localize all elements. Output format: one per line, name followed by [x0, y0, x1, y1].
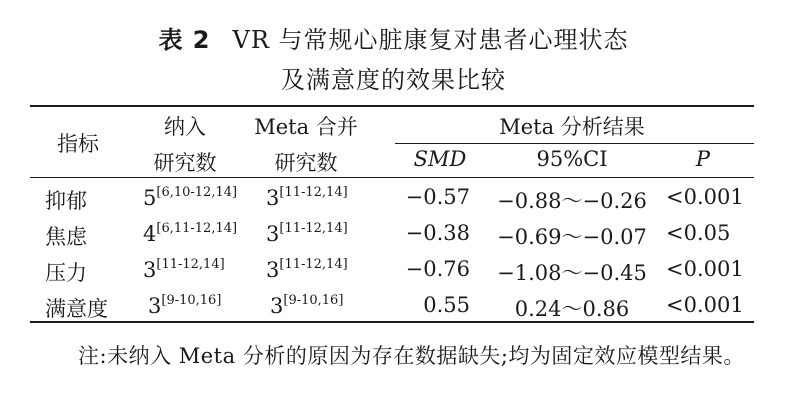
header-results: Meta 分析结果: [499, 115, 645, 139]
table-bottom-rule: [30, 321, 754, 323]
header-meta-line1: Meta 合并: [254, 115, 358, 139]
row-smd: −0.38: [405, 221, 470, 245]
row-ci: −0.69～−0.07: [497, 225, 647, 249]
row-included: 3[9-10,16]: [148, 293, 222, 318]
row-meta: 3[11-12,14]: [266, 257, 348, 282]
row-indicator: 满意度: [45, 297, 108, 321]
row-smd: −0.76: [405, 257, 470, 281]
table-title-line2: 及满意度的效果比较: [281, 66, 506, 94]
row-meta: 3[11-12,14]: [266, 185, 348, 210]
header-smd: SMD: [413, 147, 467, 171]
results-sub-rule: [395, 143, 754, 144]
row-ci: 0.24～0.86: [514, 297, 630, 321]
row-included: 4[6,11-12,14]: [143, 221, 238, 246]
row-p: <0.001: [666, 257, 744, 281]
table-note: 注:未纳入 Meta 分析的原因为存在数据缺失;均为固定效应模型结果。: [78, 344, 745, 368]
row-smd: −0.57: [405, 185, 470, 209]
row-ci: −1.08～−0.45: [497, 261, 647, 285]
header-indicator: 指标: [57, 132, 99, 156]
table-caption: [0, 20, 787, 55]
row-indicator: 抑郁: [45, 189, 87, 213]
header-included-line1: 纳入: [164, 115, 206, 139]
row-indicator: 焦虑: [45, 225, 87, 249]
row-smd: 0.55: [423, 293, 470, 317]
header-p: P: [695, 147, 711, 171]
header-meta-line2: 研究数: [274, 151, 338, 175]
row-ci: −0.88～−0.26: [497, 189, 647, 213]
row-p: <0.001: [666, 293, 744, 317]
header-included-line2: 研究数: [153, 151, 217, 175]
header-ci: 95%CI: [536, 147, 608, 171]
table-top-rule: [30, 105, 754, 107]
row-p: <0.05: [666, 221, 731, 245]
row-included: 3[11-12,14]: [143, 257, 225, 282]
row-meta: 3[9-10,16]: [270, 293, 344, 318]
row-p: <0.001: [666, 185, 744, 209]
row-indicator: 压力: [45, 261, 87, 285]
row-meta: 3[11-12,14]: [266, 221, 348, 246]
row-included: 5[6,10-12,14]: [143, 185, 238, 210]
table-header-rule: [30, 177, 754, 178]
table-number: 表 2: [158, 26, 211, 54]
table-title-line1: VR 与常规心脏康复对患者心理状态: [232, 26, 629, 54]
